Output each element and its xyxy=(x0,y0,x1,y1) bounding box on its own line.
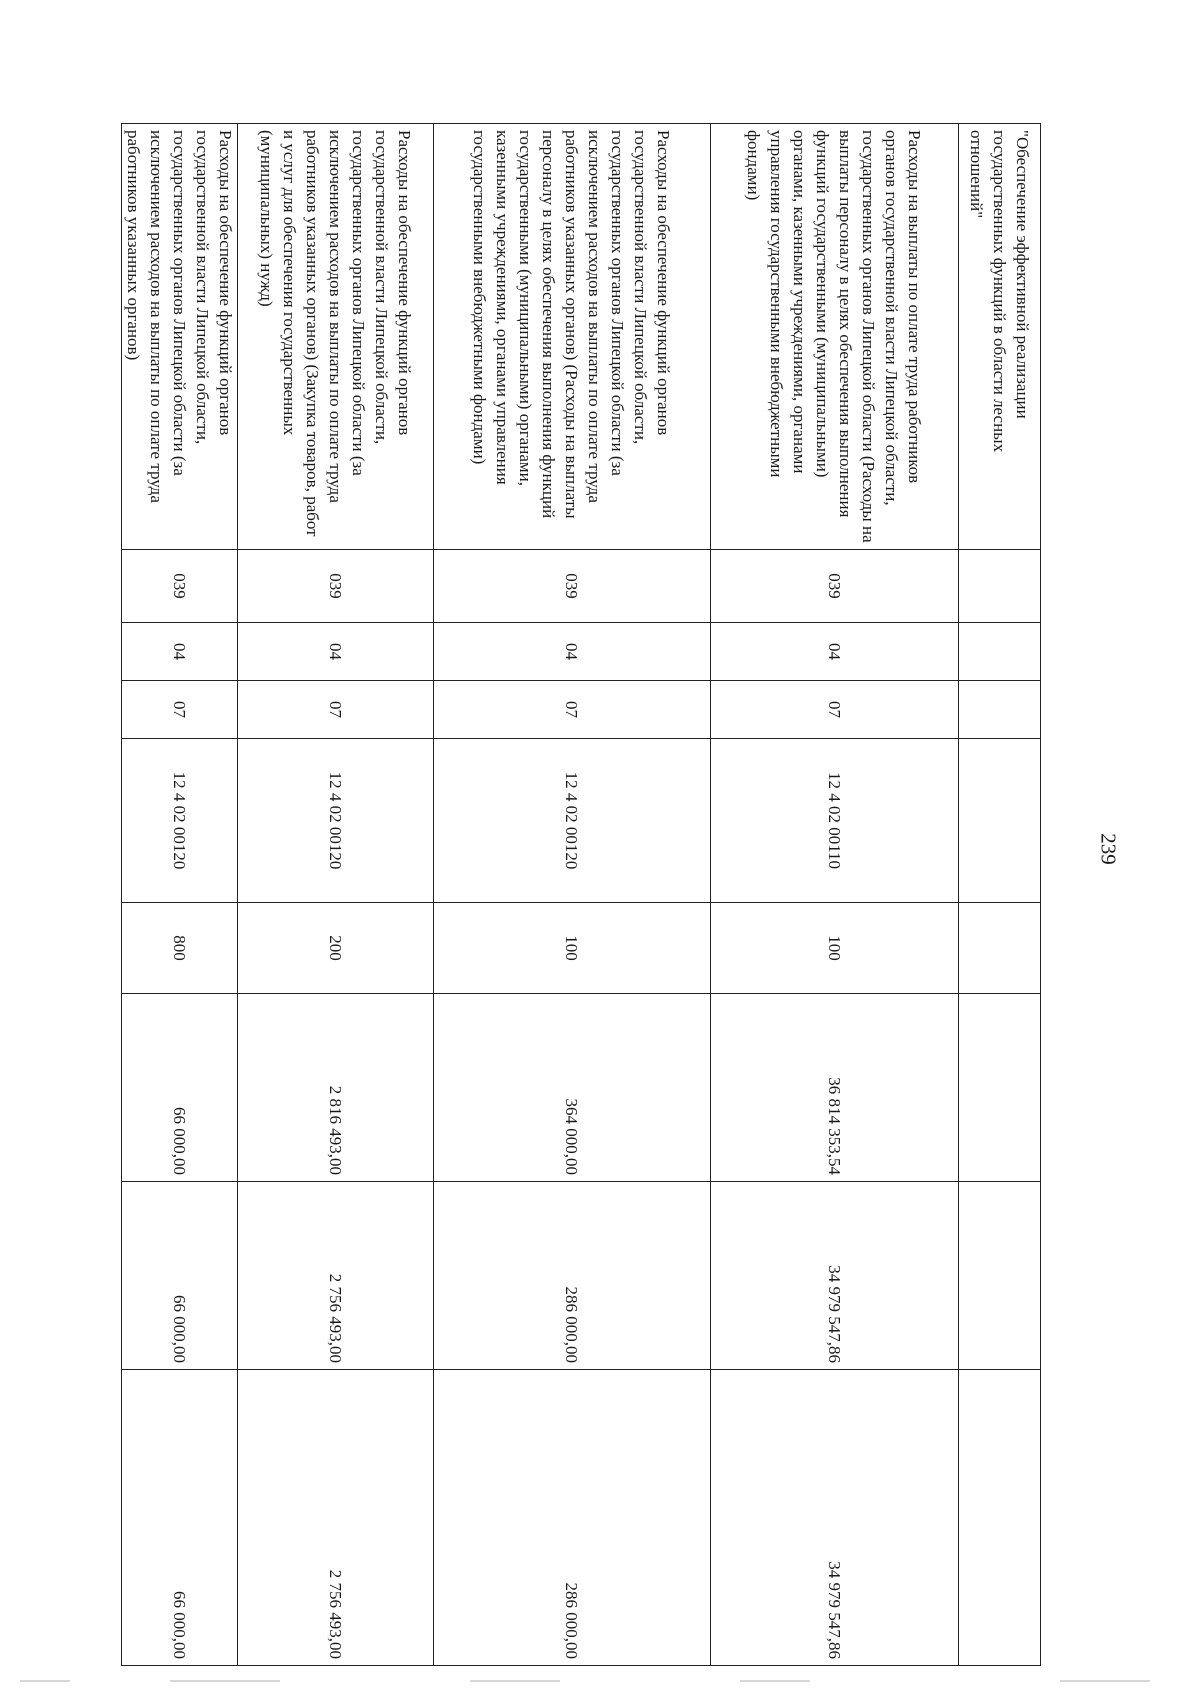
page-number: 239 xyxy=(1096,833,1121,865)
cell-amount-1: 66 000,00 xyxy=(122,994,238,1182)
cell-target-article: 12 4 02 00120 xyxy=(122,739,238,903)
scan-artifact xyxy=(170,1680,280,1682)
cell-description: "Обеспечение эффективной реализации государственных функций в области лесных отношений" xyxy=(959,124,1041,550)
cell-target-article: 12 4 02 00120 xyxy=(434,739,711,903)
cell-ministry: 039 xyxy=(122,550,238,623)
table-row xyxy=(434,124,711,1666)
cell-amount-2: 286 000,00 xyxy=(434,1182,711,1370)
cell-amount-3 xyxy=(959,1370,1041,1666)
cell-expense-type: 800 xyxy=(122,903,238,994)
cell-amount-2 xyxy=(959,1182,1041,1370)
cell-subsection xyxy=(959,681,1041,739)
table-row xyxy=(122,124,238,1666)
cell-amount-3: 2 756 493,00 xyxy=(238,1370,434,1666)
scan-artifact xyxy=(740,1680,810,1682)
cell-description: Расходы на выплаты по оплате труда работников органов государственной власти Липецкой области, государственных органов Липецкой области (Расходы на выплаты персоналу в целях обеспечения выполнения функций государственными (муниципальными) органами, казенными учреждениями, органами управления государственными внебюджетными фондами) xyxy=(711,124,959,550)
cell-amount-1: 36 814 353,54 xyxy=(711,994,959,1182)
cell-subsection: 07 xyxy=(238,681,434,739)
cell-amount-3: 34 979 547,86 xyxy=(711,1370,959,1666)
cell-ministry: 039 xyxy=(238,550,434,623)
cell-expense-type: 100 xyxy=(434,903,711,994)
cell-subsection: 07 xyxy=(434,681,711,739)
table-row xyxy=(711,124,959,1666)
cell-amount-3: 66 000,00 xyxy=(122,1370,238,1666)
cell-expense-type: 200 xyxy=(238,903,434,994)
cell-ministry: 039 xyxy=(434,550,711,623)
cell-target-article xyxy=(959,739,1041,903)
cell-amount-1: 2 816 493,00 xyxy=(238,994,434,1182)
table-row xyxy=(959,124,1041,1666)
cell-amount-1 xyxy=(959,994,1041,1182)
cell-amount-3: 286 000,00 xyxy=(434,1370,711,1666)
cell-subsection: 07 xyxy=(711,681,959,739)
cell-expense-type xyxy=(959,903,1041,994)
cell-ministry xyxy=(959,550,1041,623)
cell-target-article: 12 4 02 00120 xyxy=(238,739,434,903)
cell-description: Расходы на обеспечение функций органов государственной власти Липецкой области, государственных органов Липецкой области (за исключением расходов на выплаты по оплате труда работников указанных органов) (Закупка товаров, работ и услуг для обеспечения государственных (муниципальных) нужд) xyxy=(238,124,434,550)
cell-section: 04 xyxy=(711,623,959,681)
budget-table xyxy=(121,123,1041,1666)
scan-artifact xyxy=(1060,1680,1150,1682)
cell-amount-2: 34 979 547,86 xyxy=(711,1182,959,1370)
cell-subsection: 07 xyxy=(122,681,238,739)
cell-section: 04 xyxy=(238,623,434,681)
scan-artifact xyxy=(470,1680,560,1682)
budget-table-container xyxy=(123,123,1041,1665)
table-row xyxy=(238,124,434,1666)
cell-section xyxy=(959,623,1041,681)
cell-amount-2: 2 756 493,00 xyxy=(238,1182,434,1370)
cell-amount-2: 66 000,00 xyxy=(122,1182,238,1370)
cell-section: 04 xyxy=(122,623,238,681)
cell-ministry: 039 xyxy=(711,550,959,623)
cell-amount-1: 364 000,00 xyxy=(434,994,711,1182)
cell-expense-type: 100 xyxy=(711,903,959,994)
cell-description: Расходы на обеспечение функций органов государственной власти Липецкой области, государственных органов Липецкой области (за исключением расходов на выплаты по оплате труда работников указанных органов) xyxy=(122,124,238,550)
scan-artifact xyxy=(20,1680,70,1682)
cell-target-article: 12 4 02 00110 xyxy=(711,739,959,903)
cell-section: 04 xyxy=(434,623,711,681)
cell-description: Расходы на обеспечение функций органов государственной власти Липецкой области, государственных органов Липецкой области (за исключением расходов на выплаты по оплате труда работников указанных органов) (Расходы на выплаты персоналу в целях обеспечения выполнения функций государственными (муниципальными) органами, казенными учреждениями, органами управления государственными внебюджетными фондами) xyxy=(434,124,711,550)
